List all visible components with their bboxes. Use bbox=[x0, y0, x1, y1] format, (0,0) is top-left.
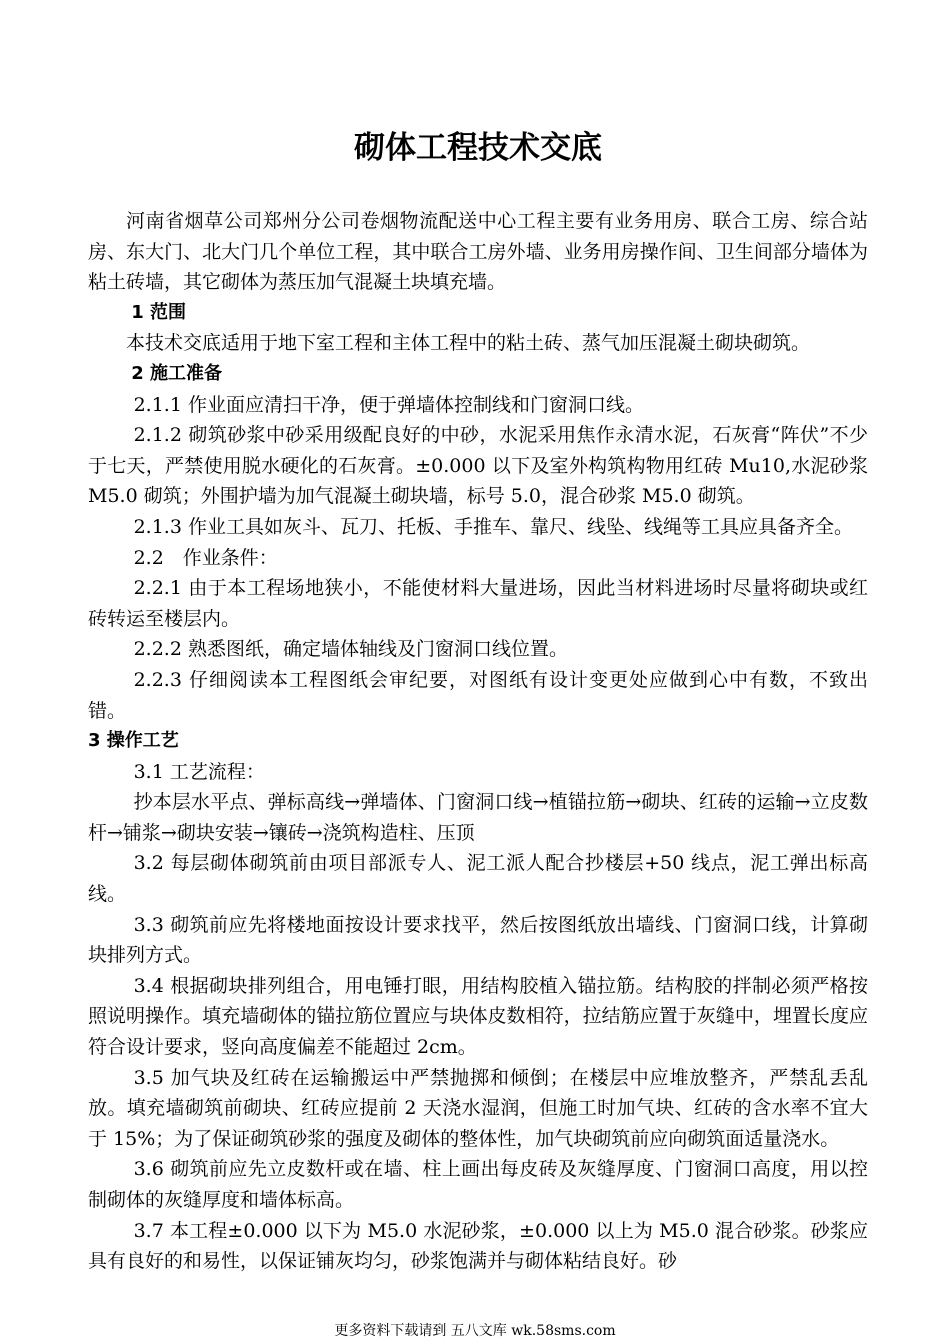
clause-2-1-2: 2.1.2 砌筑砂浆中砂采用级配良好的中砂，水泥采用焦作永清水泥，石灰膏“阵伏”不少于七天，严禁使用脱水硬化的石灰膏。±0.000 以下及室外构筑构物用红砖 Mu10,水泥砂浆 M5.0 砌筑；外围护墙为加气混凝土砌块墙，标号 5.0，混合砂浆 M5.0 砌筑。 bbox=[88, 424, 868, 508]
clause-2-2: 2.2 作业条件： bbox=[133, 546, 278, 569]
footer-download-link[interactable]: 更多资料下载请到 五八文库 wk.58sms.com bbox=[334, 1323, 616, 1339]
clause-3-1: 3.1 工艺流程： bbox=[133, 760, 265, 783]
section-heading-scope: 1 范围 bbox=[131, 301, 186, 323]
document-body bbox=[88, 206, 868, 1277]
clause-3-7: 3.7 本工程±0.000 以下为 M5.0 水泥砂浆，±0.000 以上为 M5.0 混合砂浆。砂浆应具有良好的和易性，以保证铺灰均匀，砂浆饱满并与砌体粘结良好。砂 bbox=[88, 1219, 868, 1273]
clause-2-1-3: 2.1.3 作业工具如灰斗、瓦刀、托板、手推车、靠尺、线坠、线绳等工具应具备齐全。 bbox=[133, 515, 853, 538]
document-title: 砌体工程技术交底 bbox=[354, 130, 602, 166]
clause-2-2-2: 2.2.2 熟悉图纸，确定墙体轴线及门窗洞口线位置。 bbox=[133, 638, 568, 661]
clause-2-2-3: 2.2.3 仔细阅读本工程图纸会审纪要，对图纸有设计变更处应做到心中有数，不致出错。 bbox=[88, 668, 868, 722]
clause-2-1-1: 2.1.1 作业面应清扫干净，便于弹墙体控制线和门窗洞口线。 bbox=[133, 393, 644, 416]
intro-paragraph: 河南省烟草公司郑州分公司卷烟物流配送中心工程主要有业务用房、联合工房、综合站房、东大门、北大门几个单位工程，其中联合工房外墙、业务用房操作间、卫生间部分墙体为粘土砖墙，其它砌体为蒸压加气混凝土块填充墙。 bbox=[88, 210, 868, 294]
section-heading-operation: 3 操作工艺 bbox=[88, 730, 179, 752]
clause-2-2-1: 2.2.1 由于本工程场地狭小，不能使材料大量进场，因此当材料进场时尽量将砌块或红砖转运至楼层内。 bbox=[88, 577, 868, 630]
clause-3-2: 3.2 每层砌体砌筑前由项目部派专人、泥工派人配合抄楼层+50 线点，泥工弹出标高线。 bbox=[88, 852, 868, 906]
clause-3-3: 3.3 砌筑前应先将楼地面按设计要求找平，然后按图纸放出墙线、门窗洞口线，计算砌块排列方式。 bbox=[88, 913, 868, 967]
clause-3-6: 3.6 砌筑前应先立皮数杆或在墙、柱上画出每皮砖及灰缝厚度、门窗洞口高度，用以控制砌体的灰缝厚度和墙体标高。 bbox=[88, 1158, 868, 1211]
scope-paragraph: 本技术交底适用于地下室工程和主体工程中的粘土砖、蒸气加压混凝土砌块砌筑。 bbox=[126, 332, 811, 355]
clause-3-4: 3.4 根据砌块排列组合，用电锤打眼，用结构胶植入锚拉筋。结构胶的拌制必须严格按照说明操作。填充墙砌体的锚拉筋位置应与块体皮数相符，拉结筋应置于灰缝中，埋置长度应符合设计要求，竖向高度偏差不能超过 2cm。 bbox=[88, 974, 868, 1059]
process-flow-paragraph: 抄本层水平点、弹标高线→弹墙体、门窗洞口线→植锚拉筋→砌块、红砖的运输→立皮数杆→铺浆→砌块安装→镶砖→浇筑构造柱、压顶 bbox=[88, 791, 868, 844]
clause-3-5: 3.5 加气块及红砖在运输搬运中严禁抛掷和倾倒；在楼层中应堆放整齐，严禁乱丢乱放。填充墙砌筑前砌块、红砖应提前 2 天浇水湿润，但施工时加气块、红砖的含水率不宜大于 15%；为了保证砌筑砂浆的强度及砌体的整体性，加气块砌筑前应向砌筑面适量浇水。 bbox=[88, 1066, 868, 1150]
section-heading-preparation: 2 施工准备 bbox=[131, 362, 222, 384]
